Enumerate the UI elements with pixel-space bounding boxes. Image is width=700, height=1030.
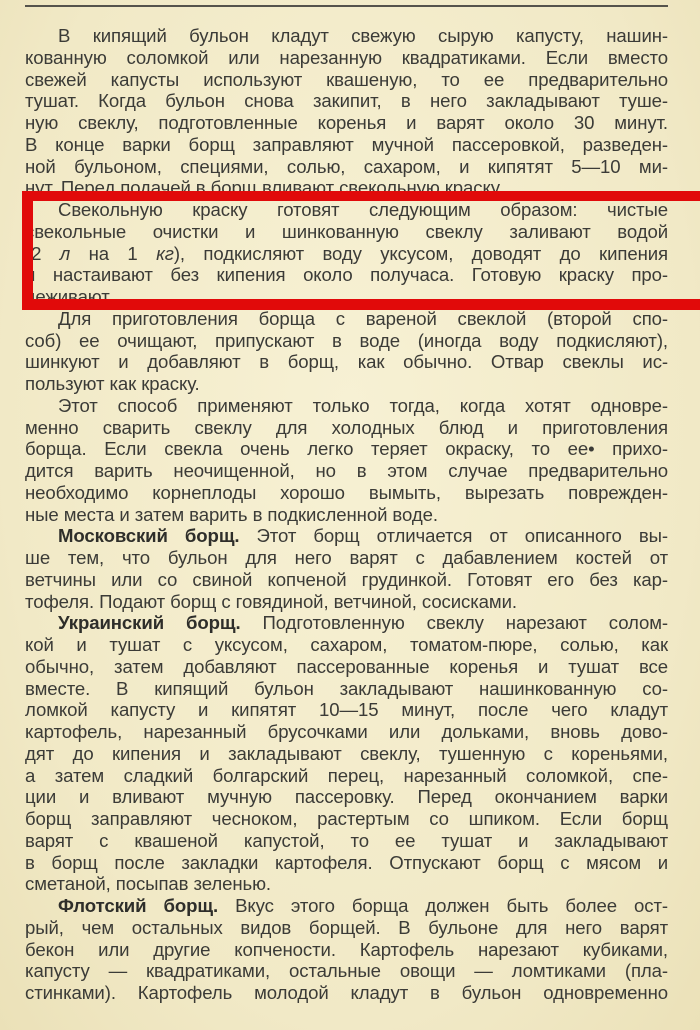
text-segment: на 1 xyxy=(70,242,157,264)
book-page-text xyxy=(25,25,668,1004)
text-line: кой и тушат с уксусом, сахаром, томатом-пюре, солью, как xyxy=(25,634,668,655)
section-heading: Украинский борщ. xyxy=(58,612,241,634)
text-line: В кипящий бульон кладут свежую сырую капусту, нашин- xyxy=(58,25,668,46)
highlighted-paragraph xyxy=(25,199,668,308)
text-line: Для приготовления борща с вареной свеклой (второй спо- xyxy=(58,307,668,329)
text-line: кованную соломкой или нарезанную квадратиками. Если вместо xyxy=(25,46,668,68)
text-line: борщ заправляют чесноком, растертым со шпиком. Если борщ xyxy=(25,808,668,829)
paragraph xyxy=(25,25,668,199)
unit-italic: л xyxy=(59,242,71,264)
text-segment: Этот борщ отличается от описанного вы- xyxy=(239,525,668,547)
paragraph xyxy=(25,525,668,612)
text-line: необходимо корнеплоды хорошо вымыть, вырезать поврежден- xyxy=(25,481,668,503)
text-line: а затем сладкий болгарский перец, нарезанный соломкой, спе- xyxy=(25,764,668,786)
text-segment: (2 xyxy=(25,242,60,264)
text-line xyxy=(25,612,668,634)
text-line: бекон или другие копчености. Картофель нарезают кубиками, xyxy=(25,938,668,960)
text-line: нут. Перед подачей в борщ вливают свекольную краску. xyxy=(25,177,504,199)
text-line: вместе. В кипящий бульон закладывают нашинкованную со- xyxy=(25,677,668,699)
paragraph xyxy=(25,308,668,395)
section-heading: Флотский борщ. xyxy=(58,895,219,916)
text-line: в борщ после закладки картофеля. Отпускают борщ с мясом и xyxy=(25,851,668,873)
text-line: пользуют как краску. xyxy=(25,373,200,394)
text-line: цеживают. xyxy=(25,286,113,307)
text-line: Этот способ применяют только тогда, когда хотят одновре- xyxy=(58,394,668,416)
text-segment: Подготовленную свеклу нарезают солом- xyxy=(240,612,668,634)
text-line: картофель, нарезанный брусочками или дольками, вновь дово- xyxy=(25,721,668,742)
text-line: сметаной, посыпав зеленью. xyxy=(25,873,272,895)
text-line: ные места и затем варить в подкисленной воде. xyxy=(25,503,438,525)
text-line: ломкой капусту и кипятят 10—15 минут, после чего кладут xyxy=(25,699,668,721)
paragraph xyxy=(25,395,668,526)
text-line: ше тем, что бульон для него варят с дабавлением костей от xyxy=(25,547,668,568)
text-line xyxy=(25,895,668,917)
text-line: дится варить неочищенной, но в этом случае предварительно xyxy=(25,460,668,481)
text-line: ветчины или со свиной копченой грудинкой. Готовят его без кар- xyxy=(25,568,668,590)
unit-italic: кг xyxy=(156,242,174,264)
text-line: В конце варки борщ заправляют мучной пассеровкой, разведен- xyxy=(25,133,668,155)
text-line: ной бульоном, специями, солью, сахаром, и кипятят 5—10 ми- xyxy=(25,155,668,177)
paragraph xyxy=(25,895,668,1004)
text-line xyxy=(25,243,668,265)
text-line: тофеля. Подают борщ с говядиной, ветчиной, сосисками. xyxy=(25,590,517,612)
text-line: дят до кипения и закладывают свеклу, тушенную с кореньями, xyxy=(25,742,668,764)
text-line: и настаивают без кипения около получаса. Готовую краску про- xyxy=(25,264,668,286)
text-segment: ), подкисляют воду уксусом, доводят до кипения xyxy=(173,242,668,264)
section-heading: Московский борщ. xyxy=(58,525,240,547)
text-line: свежей капусты используют квашеную, то ее предварительно xyxy=(25,68,668,90)
text-line: свекольные очистки и шинкованную свеклу заливают водой xyxy=(25,220,668,242)
text-line: ции и вливают мучную пассеровку. Перед окончанием варки xyxy=(25,786,668,808)
text-line: капусту — квадратиками, остальные овощи — ломтиками (пла- xyxy=(25,960,668,982)
text-line: соб) ее очищают, припускают в воде (иногда воду подкисляют), xyxy=(25,329,668,351)
text-line: шинкуют и добавляют в борщ, как обычно. Отвар свеклы ис- xyxy=(25,351,668,373)
header-rule xyxy=(25,5,668,7)
text-line: ную свеклу, подготовленные коренья и варят около 30 минут. xyxy=(25,112,668,133)
paragraph xyxy=(25,612,668,895)
text-line: борща. Если свекла очень легко теряет окраску, то ее• прихо- xyxy=(25,438,668,460)
text-line: стинками). Картофель молодой кладут в бульон одновременно xyxy=(25,982,668,1003)
text-line: менно сварить свеклу для холодных блюд и приготовления xyxy=(25,416,668,438)
text-segment: Вкус этого борща должен быть более ост- xyxy=(218,895,668,916)
text-line xyxy=(25,525,668,547)
text-line: обычно, затем добавляют пассерованные коренья и тушат все xyxy=(25,655,668,677)
text-line: варят с квашеной капустой, то ее тушат и закладывают xyxy=(25,829,668,851)
text-line: Свекольную краску готовят следующим образом: чистые xyxy=(58,199,668,220)
text-line: рый, чем остальных видов борщей. В бульоне для него варят xyxy=(25,916,668,938)
text-line: тушат. Когда бульон снова закипит, в него закладывают туше- xyxy=(25,90,668,112)
